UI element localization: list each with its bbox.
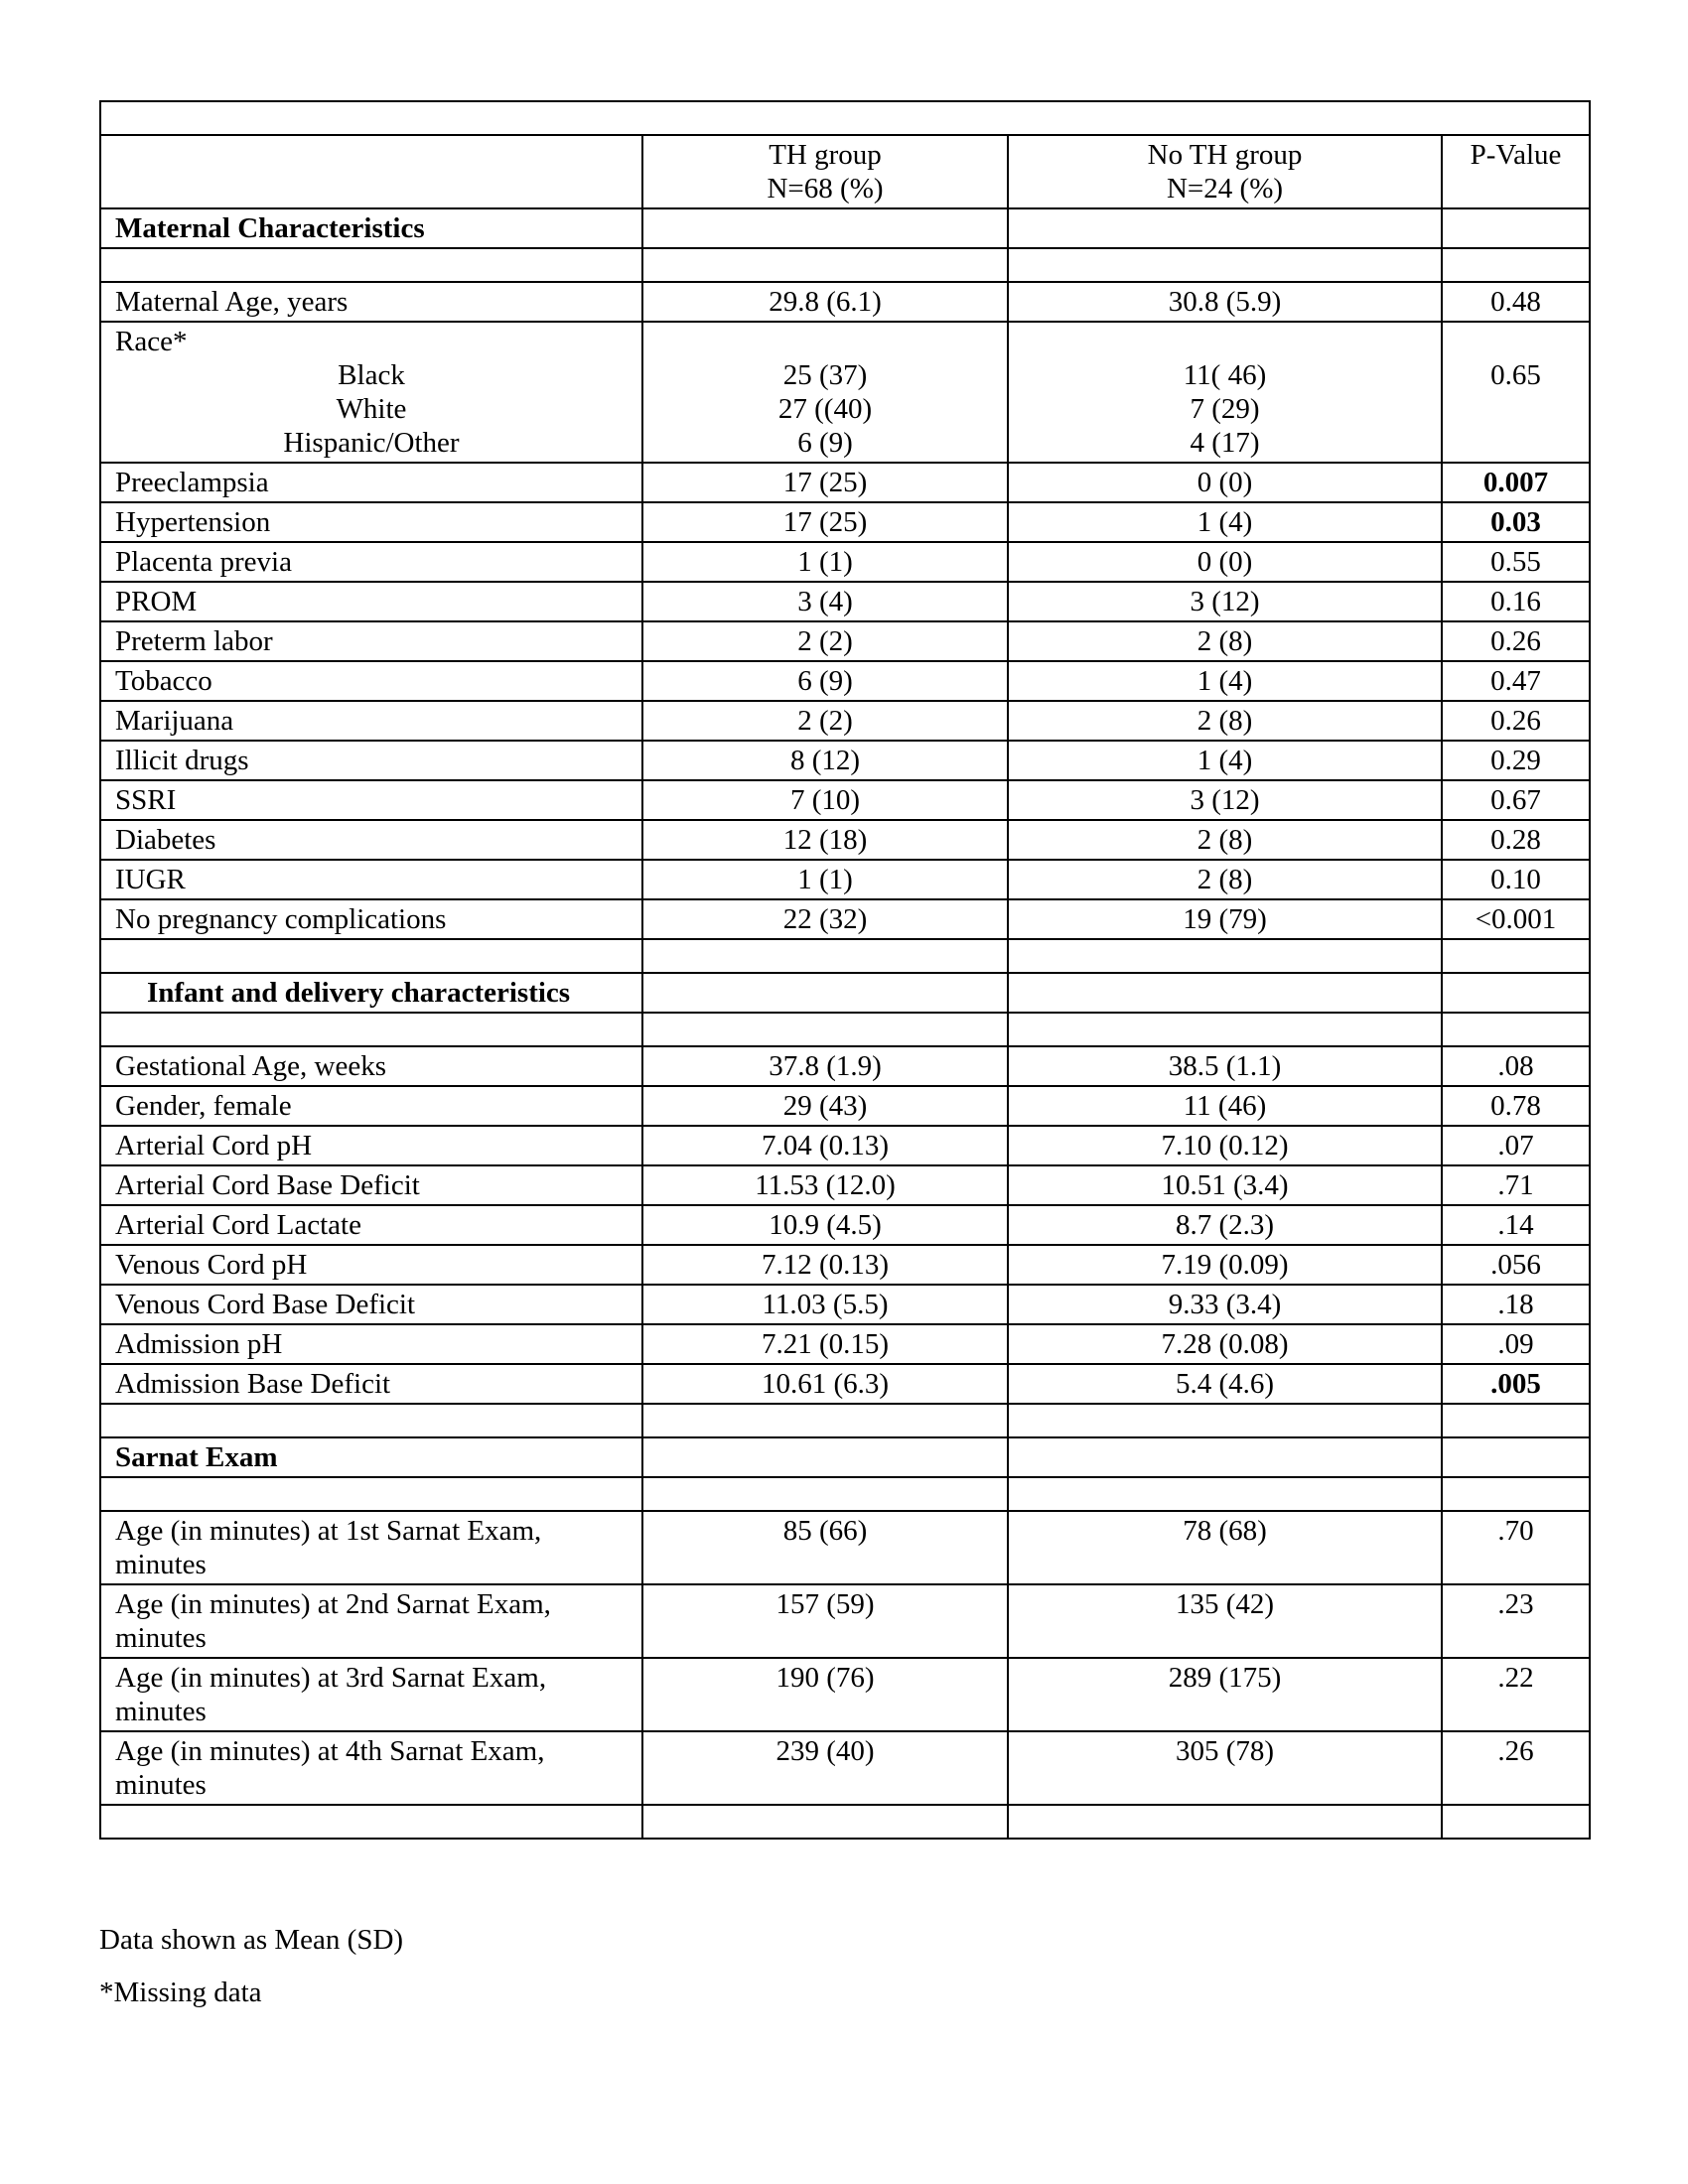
p-value: 0.65 [1490, 359, 1541, 391]
row-label: Venous Cord pH [100, 1245, 642, 1285]
row-label: Gestational Age, weeks [100, 1046, 642, 1086]
th-value: 85 (66) [642, 1511, 1008, 1584]
th-value: 3 (4) [642, 582, 1008, 621]
th-value: 7.04 (0.13) [642, 1126, 1008, 1165]
table-row [100, 1658, 1590, 1731]
p-value: .71 [1442, 1165, 1590, 1205]
p-value: .26 [1442, 1731, 1590, 1805]
noth-value: 5.4 (4.6) [1008, 1364, 1442, 1404]
table-row [100, 1205, 1590, 1245]
th-value: 6 (9) [642, 661, 1008, 701]
footnote-missing-data: *Missing data [99, 1977, 262, 2008]
th-value: 11.03 (5.5) [642, 1285, 1008, 1324]
p-value: 0.78 [1442, 1086, 1590, 1126]
p-value: 0.03 [1442, 502, 1590, 542]
row-label: PROM [100, 582, 642, 621]
title-cell [100, 101, 1590, 135]
blank-row [100, 1477, 1590, 1511]
th-value: 29 (43) [642, 1086, 1008, 1126]
table-row [100, 621, 1590, 661]
th-value: 10.9 (4.5) [642, 1205, 1008, 1245]
section-title-sarnat: Sarnat Exam [100, 1437, 642, 1477]
row-label: Hypertension [100, 502, 642, 542]
row-label: Arterial Cord Lactate [100, 1205, 642, 1245]
row-label: Marijuana [100, 701, 642, 741]
table-title-row [100, 101, 1590, 135]
th-value: 11.53 (12.0) [642, 1165, 1008, 1205]
noth-value: 11( 46) [1183, 359, 1267, 391]
header-th-n: N=68 (%) [767, 173, 884, 205]
table-row [100, 1364, 1590, 1404]
table-row [100, 1511, 1590, 1584]
table-row [100, 502, 1590, 542]
p-value: .23 [1442, 1584, 1590, 1658]
row-label: Arterial Cord pH [100, 1126, 642, 1165]
noth-value: 7 (29) [1190, 393, 1260, 425]
noth-value: 3 (12) [1008, 582, 1442, 621]
row-label: Age (in minutes) at 4th Sarnat Exam, minutes [100, 1731, 642, 1805]
blank-row [100, 1805, 1590, 1839]
table-row [100, 1165, 1590, 1205]
row-label: Age (in minutes) at 3rd Sarnat Exam, minutes [100, 1658, 642, 1731]
p-value: 0.55 [1442, 542, 1590, 582]
noth-value: 289 (175) [1008, 1658, 1442, 1731]
blank-row [100, 939, 1590, 973]
table-row [100, 899, 1590, 939]
table-row [100, 1086, 1590, 1126]
row-label: Preeclampsia [100, 463, 642, 502]
header-th-name: TH group [769, 139, 882, 171]
row-label: Age (in minutes) at 2nd Sarnat Exam, minutes [100, 1584, 642, 1658]
p-value: 0.26 [1442, 701, 1590, 741]
blank-row [100, 1013, 1590, 1046]
section-title-infant: Infant and delivery characteristics [100, 973, 642, 1013]
p-value: <0.001 [1442, 899, 1590, 939]
table-row [100, 1245, 1590, 1285]
race-sub-hispanic: Hispanic/Other [283, 427, 460, 459]
th-value: 2 (2) [642, 621, 1008, 661]
th-value: 157 (59) [642, 1584, 1008, 1658]
p-value: 0.67 [1442, 780, 1590, 820]
noth-value: 7.19 (0.09) [1008, 1245, 1442, 1285]
table-row [100, 701, 1590, 741]
row-label: Admission Base Deficit [100, 1364, 642, 1404]
row-label: IUGR [100, 860, 642, 899]
noth-value: 2 (8) [1008, 701, 1442, 741]
row-label: Race* [115, 326, 188, 357]
noth-value: 19 (79) [1008, 899, 1442, 939]
row-label: Maternal Age, years [100, 282, 642, 322]
p-value: .22 [1442, 1658, 1590, 1731]
table-row [100, 1285, 1590, 1324]
table-row [100, 860, 1590, 899]
data-table [99, 100, 1591, 1840]
p-value: 0.16 [1442, 582, 1590, 621]
th-value: 1 (1) [642, 860, 1008, 899]
noth-value: 0 (0) [1008, 542, 1442, 582]
race-sub-white: White [336, 393, 407, 425]
p-value: .005 [1442, 1364, 1590, 1404]
table-row [100, 661, 1590, 701]
row-label: Arterial Cord Base Deficit [100, 1165, 642, 1205]
race-label-cell [100, 322, 642, 463]
noth-value: 78 (68) [1008, 1511, 1442, 1584]
row-label: Placenta previa [100, 542, 642, 582]
th-value: 6 (9) [797, 427, 853, 459]
th-value: 29.8 (6.1) [642, 282, 1008, 322]
header-noth-n: N=24 (%) [1166, 173, 1284, 205]
p-value: .056 [1442, 1245, 1590, 1285]
race-noth-cell [1008, 322, 1442, 463]
row-label: SSRI [100, 780, 642, 820]
header-empty-cell [100, 135, 642, 208]
table-row [100, 542, 1590, 582]
p-value: .08 [1442, 1046, 1590, 1086]
table-row [100, 1126, 1590, 1165]
header-noth-name: No TH group [1147, 139, 1303, 171]
th-value: 10.61 (6.3) [642, 1364, 1008, 1404]
row-label: Diabetes [100, 820, 642, 860]
table-row [100, 1731, 1590, 1805]
p-value: 0.47 [1442, 661, 1590, 701]
noth-value: 30.8 (5.9) [1008, 282, 1442, 322]
table-row-maternal-age [100, 282, 1590, 322]
row-label: Illicit drugs [100, 741, 642, 780]
p-value: 0.10 [1442, 860, 1590, 899]
noth-value: 11 (46) [1008, 1086, 1442, 1126]
th-value: 7 (10) [642, 780, 1008, 820]
row-label: Gender, female [100, 1086, 642, 1126]
table-row [100, 1046, 1590, 1086]
race-sub-black: Black [338, 359, 405, 391]
th-value: 239 (40) [642, 1731, 1008, 1805]
table-row [100, 780, 1590, 820]
noth-value: 1 (4) [1008, 502, 1442, 542]
section-row-sarnat [100, 1437, 1590, 1477]
header-row [100, 135, 1590, 208]
noth-value: 2 (8) [1008, 621, 1442, 661]
section-title-maternal: Maternal Characteristics [100, 208, 642, 248]
noth-value: 2 (8) [1008, 820, 1442, 860]
th-value: 190 (76) [642, 1658, 1008, 1731]
p-value: .18 [1442, 1285, 1590, 1324]
th-value: 7.12 (0.13) [642, 1245, 1008, 1285]
th-value: 25 (37) [782, 359, 868, 391]
noth-value: 305 (78) [1008, 1731, 1442, 1805]
th-value: 17 (25) [642, 463, 1008, 502]
p-value: 0.28 [1442, 820, 1590, 860]
noth-value: 1 (4) [1008, 661, 1442, 701]
th-value: 22 (32) [642, 899, 1008, 939]
table-row [100, 741, 1590, 780]
noth-value: 7.10 (0.12) [1008, 1126, 1442, 1165]
section-row-maternal [100, 208, 1590, 248]
th-value: 17 (25) [642, 502, 1008, 542]
noth-value: 4 (17) [1190, 427, 1260, 459]
p-value: .70 [1442, 1511, 1590, 1584]
th-value: 37.8 (1.9) [642, 1046, 1008, 1086]
th-value: 27 ((40) [777, 393, 873, 425]
p-value: .09 [1442, 1324, 1590, 1364]
footnote-mean-sd: Data shown as Mean (SD) [99, 1924, 404, 1956]
row-label: Preterm labor [100, 621, 642, 661]
noth-value: 135 (42) [1008, 1584, 1442, 1658]
noth-value: 2 (8) [1008, 860, 1442, 899]
row-label: No pregnancy complications [100, 899, 642, 939]
section-row-infant [100, 973, 1590, 1013]
th-value: 7.21 (0.15) [642, 1324, 1008, 1364]
noth-value: 1 (4) [1008, 741, 1442, 780]
table-row [100, 582, 1590, 621]
table-row [100, 820, 1590, 860]
table-row [100, 1584, 1590, 1658]
p-value: .14 [1442, 1205, 1590, 1245]
header-th-group [642, 135, 1008, 208]
blank-row [100, 1404, 1590, 1437]
race-th-cell [642, 322, 1008, 463]
table-row-race [100, 322, 1590, 463]
th-value: 2 (2) [642, 701, 1008, 741]
row-label: Admission pH [100, 1324, 642, 1364]
table-row [100, 463, 1590, 502]
p-value: 0.26 [1442, 621, 1590, 661]
th-value: 1 (1) [642, 542, 1008, 582]
p-value: .07 [1442, 1126, 1590, 1165]
p-value: 0.48 [1442, 282, 1590, 322]
p-value: 0.29 [1442, 741, 1590, 780]
row-label: Venous Cord Base Deficit [100, 1285, 642, 1324]
race-p-cell [1442, 322, 1590, 463]
noth-value: 7.28 (0.08) [1008, 1324, 1442, 1364]
th-value: 8 (12) [642, 741, 1008, 780]
noth-value: 38.5 (1.1) [1008, 1046, 1442, 1086]
noth-value: 9.33 (3.4) [1008, 1285, 1442, 1324]
header-pvalue: P-Value [1442, 135, 1590, 208]
th-value: 12 (18) [642, 820, 1008, 860]
header-noth-group [1008, 135, 1442, 208]
noth-value: 8.7 (2.3) [1008, 1205, 1442, 1245]
table-row [100, 1324, 1590, 1364]
row-label: Age (in minutes) at 1st Sarnat Exam, minutes [100, 1511, 642, 1584]
noth-value: 0 (0) [1008, 463, 1442, 502]
blank-row [100, 248, 1590, 282]
p-value: 0.007 [1442, 463, 1590, 502]
row-label: Tobacco [100, 661, 642, 701]
noth-value: 10.51 (3.4) [1008, 1165, 1442, 1205]
noth-value: 3 (12) [1008, 780, 1442, 820]
